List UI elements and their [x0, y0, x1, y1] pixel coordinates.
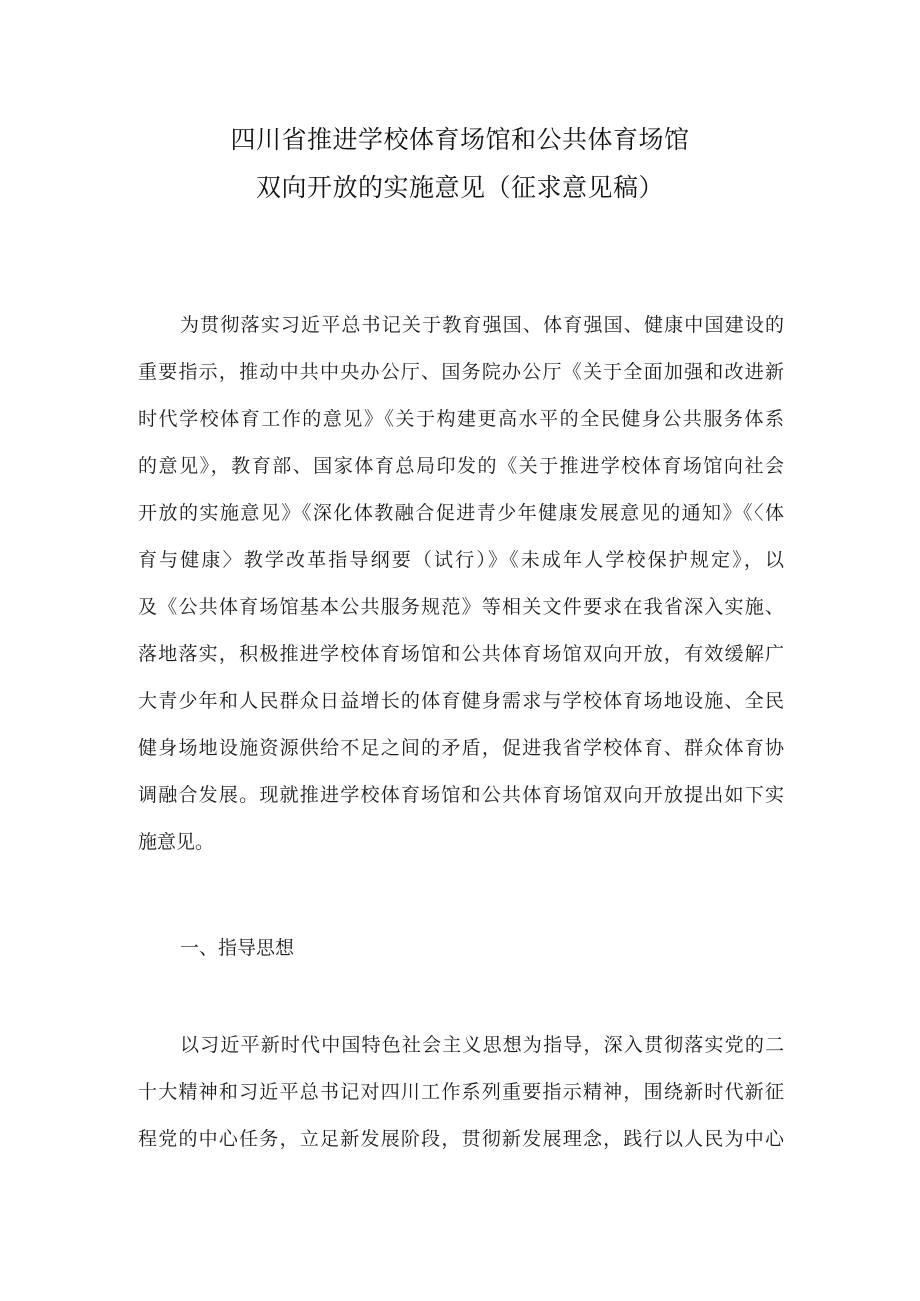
intro-line: 施意见。	[138, 831, 215, 853]
intro-line: 时代学校体育工作的意见》《关于构建更高水平的全民健身公共服务体系	[138, 408, 784, 430]
section-line: 程党的中心任务，立足新发展阶段，贯彻新发展理念，践行以人民为中心	[138, 1128, 784, 1150]
intro-line: 为贯彻落实习近平总书记关于教育强国、体育强国、健康中国建设的	[180, 314, 784, 336]
intro-line: 健身场地设施资源供给不足之间的矛盾，促进我省学校体育、群众体育协	[138, 737, 784, 759]
intro-line: 开放的实施意见》《深化体教融合促进青少年健康发展意见的通知》《〈体	[138, 502, 784, 524]
intro-line: 落地落实，积极推进学校体育场馆和公共体育场馆双向开放，有效缓解广	[138, 643, 784, 665]
intro-line: 育与健康〉教学改革指导纲要（试行）》《未成年人学校保护规定》，以	[138, 549, 784, 571]
section-line: 十大精神和习近平总书记对四川工作系列重要指示精神，围绕新时代新征	[138, 1081, 784, 1103]
document-title-line-2: 双向开放的实施意见（征求意见稿）	[255, 173, 664, 202]
intro-line: 重要指示，推动中共中央办公厅、国务院办公厅《关于全面加强和改进新	[138, 361, 784, 383]
intro-line: 调融合发展。现就推进学校体育场馆和公共体育场馆双向开放提出如下实	[138, 784, 784, 806]
document-title-line-1: 四川省推进学校体育场馆和公共体育场馆	[230, 125, 690, 154]
intro-line: 的意见》，教育部、国家体育总局印发的《关于推进学校体育场馆向社会	[138, 455, 784, 477]
section-heading: 一、指导思想	[180, 937, 295, 959]
intro-line: 大青少年和人民群众日益增长的体育健身需求与学校体育场地设施、全民	[138, 690, 784, 712]
intro-line: 及《公共体育场馆基本公共服务规范》等相关文件要求在我省深入实施、	[138, 596, 784, 618]
section-line: 以习近平新时代中国特色社会主义思想为指导，深入贯彻落实党的二	[180, 1034, 784, 1056]
